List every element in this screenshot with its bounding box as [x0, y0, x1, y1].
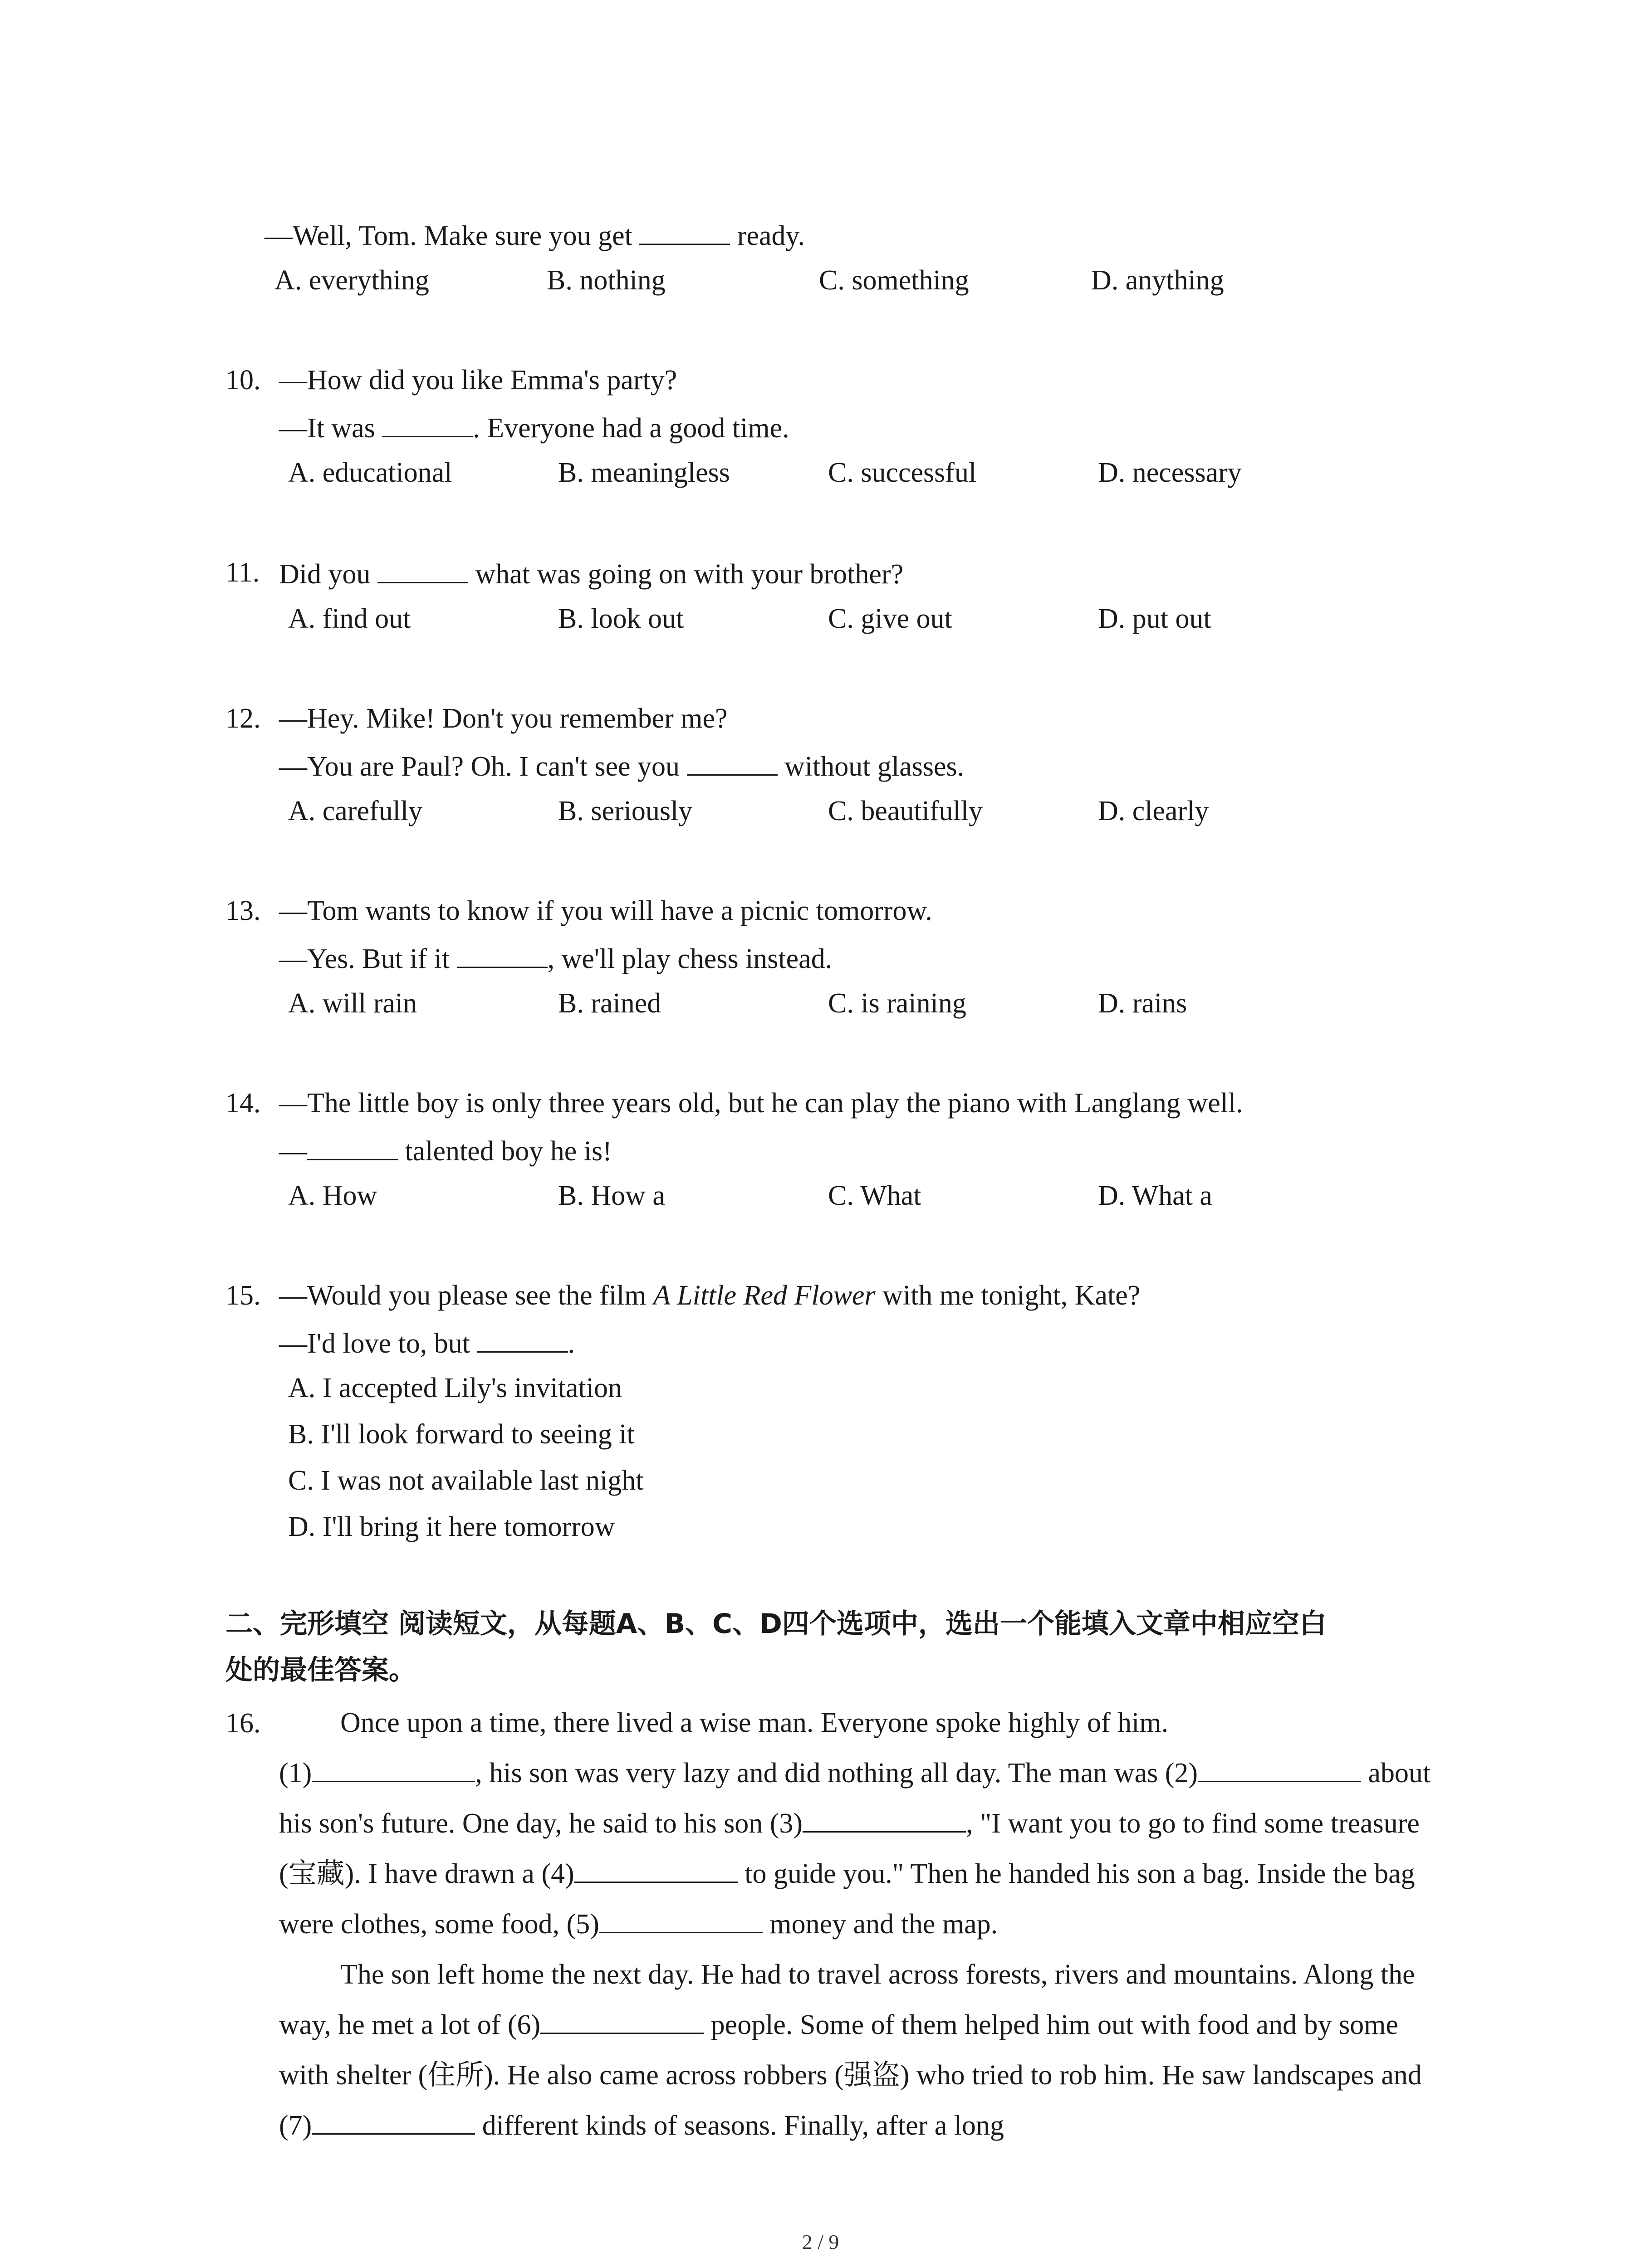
section-heading-line2: 处的最佳答案。 — [225, 1654, 416, 1686]
q13-number: 13. — [225, 895, 261, 926]
q9-option-c: C. something — [819, 265, 969, 296]
q15-option-d: D. I'll bring it here tomorrow — [288, 1511, 615, 1542]
q15-blank — [477, 1328, 568, 1353]
q11-option-a: A. find out — [288, 603, 411, 634]
passage-paragraph-2 — [279, 1950, 1440, 2151]
blank-5 — [599, 1908, 763, 1933]
passage-text: about his son's future. One day, he said to his son — [279, 1758, 1431, 1839]
q12-line1: —Hey. Mike! Don't you remember me? — [279, 703, 728, 734]
q14-text-end: talented boy he is! — [398, 1136, 612, 1167]
blank-4 — [574, 1858, 738, 1883]
q11-option-d: D. put out — [1098, 603, 1211, 634]
q13-option-b: B. rained — [558, 988, 661, 1019]
q10-text-end: . Everyone had a good time. — [473, 413, 789, 444]
blank-number-1: (1) — [279, 1758, 312, 1789]
q12-option-b: B. seriously — [558, 796, 693, 826]
passage-text: to guide you." Then he handed his son a bag. Inside the bag were clothes, some food, — [279, 1858, 1415, 1940]
q14-number: 14. — [225, 1088, 261, 1119]
passage-paragraph-1 — [279, 1698, 1440, 1950]
blank-number-6: (6) — [507, 2009, 541, 2040]
q14-option-a: A. How — [288, 1180, 377, 1211]
q15-number: 15. — [225, 1280, 261, 1311]
q16-number: 16. — [225, 1708, 261, 1739]
q9-text-end: ready. — [730, 220, 805, 251]
q14-line1: —The little boy is only three years old, but he can play the piano with Langlang well. — [279, 1088, 1243, 1119]
passage-text: different kinds of seasons. Finally, after a long — [475, 2110, 1004, 2141]
q15-option-c: C. I was not available last night — [288, 1465, 644, 1496]
q13-option-c: C. is raining — [828, 988, 966, 1019]
q12-option-a: A. carefully — [288, 796, 423, 826]
q15-text-end: . — [568, 1328, 575, 1359]
q11-line1 — [279, 558, 903, 588]
q15-line1 — [279, 1281, 1140, 1310]
blank-number-5: (5) — [566, 1909, 599, 1940]
blank-number-7: (7) — [279, 2110, 312, 2141]
q14-option-b: B. How a — [558, 1180, 665, 1211]
q15-option-a: A. I accepted Lily's invitation — [288, 1373, 622, 1403]
q15-line2 — [279, 1328, 575, 1358]
q13-blank — [457, 943, 548, 968]
q11-option-b: B. look out — [558, 603, 684, 634]
q12-text: —You are Paul? Oh. I can't see you — [279, 751, 687, 782]
q10-option-a: A. educational — [288, 457, 452, 488]
q9-option-a: A. everything — [274, 265, 429, 296]
q15-option-b: B. I'll look forward to seeing it — [288, 1419, 635, 1450]
passage-text: , "I want you to go to find some treasure (宝藏). I have drawn a — [279, 1808, 1420, 1889]
blank-3 — [803, 1808, 966, 1833]
q14-line2 — [279, 1135, 612, 1165]
q13-option-a: A. will rain — [288, 988, 417, 1019]
q10-line2 — [279, 412, 789, 442]
q11-text: Did you — [279, 559, 377, 590]
q11-blank — [377, 558, 468, 583]
q13-line1: —Tom wants to know if you will have a picnic tomorrow. — [279, 895, 932, 926]
blank-number-3: (3) — [769, 1808, 803, 1839]
q9-text: —Well, Tom. Make sure you get — [265, 220, 640, 251]
q12-number: 12. — [225, 703, 261, 734]
q9-line2 — [265, 220, 805, 250]
q12-text-end: without glasses. — [777, 751, 965, 782]
passage-text: Once upon a time, there lived a wise man. Everyone spoke highly of him. — [340, 1707, 1169, 1738]
passage-text: money and the map. — [762, 1909, 998, 1940]
page-number: 2 / 9 — [802, 2230, 839, 2253]
q11-text-end: what was going on with your brother? — [468, 559, 904, 590]
q10-blank — [382, 412, 473, 437]
blank-6 — [540, 2009, 704, 2034]
cloze-passage — [279, 1698, 1440, 2151]
blank-number-2: (2) — [1165, 1758, 1198, 1789]
q14-option-d: D. What a — [1098, 1180, 1212, 1211]
blank-number-4: (4) — [541, 1858, 574, 1889]
q10-number: 10. — [225, 365, 261, 396]
q14-blank — [307, 1135, 398, 1160]
q9-blank — [639, 220, 730, 245]
q15-film-title: A Little Red Flower — [653, 1280, 876, 1311]
q15-text: —I'd love to, but — [279, 1328, 477, 1359]
passage-text: people. Some of them helped him out with food and by some with shelter (住所). He also came across robbers (强盗) who tried to rob him. He saw landscapes and — [279, 2009, 1422, 2091]
q9-option-b: B. nothing — [547, 265, 666, 296]
q14-option-c: C. What — [828, 1180, 921, 1211]
blank-2 — [1198, 1757, 1361, 1782]
passage-text: The son left home the next day. He had to travel across forests, rivers and mountains. Along the way, he met a lot of — [279, 1959, 1415, 2040]
q10-option-b: B. meaningless — [558, 457, 730, 488]
q11-number: 11. — [225, 557, 260, 588]
q12-blank — [687, 751, 778, 776]
q12-line2 — [279, 751, 964, 781]
q13-line2 — [279, 943, 832, 973]
q15-text: —Would you please see the film — [279, 1280, 653, 1311]
q10-text: —It was — [279, 413, 382, 444]
q10-option-d: D. necessary — [1098, 457, 1242, 488]
q15-text-end: with me tonight, Kate? — [875, 1280, 1141, 1311]
q13-option-d: D. rains — [1098, 988, 1187, 1019]
q9-option-d: D. anything — [1091, 265, 1224, 296]
q14-text: — — [279, 1136, 307, 1167]
q11-option-c: C. give out — [828, 603, 952, 634]
q10-option-c: C. successful — [828, 457, 977, 488]
q12-option-c: C. beautifully — [828, 796, 983, 826]
blank-1 — [312, 1757, 475, 1782]
q13-text-end: , we'll play chess instead. — [547, 943, 833, 974]
q13-text: —Yes. But if it — [279, 943, 457, 974]
blank-7 — [312, 2110, 475, 2135]
q12-option-d: D. clearly — [1098, 796, 1209, 826]
section-heading-line1: 二、完形填空 阅读短文，从每题A、B、C、D四个选项中，选出一个能填入文章中相应空白 — [225, 1608, 1327, 1640]
passage-text: , his son was very lazy and did nothing all day. The man was — [475, 1758, 1165, 1789]
q10-line1: —How did you like Emma's party? — [279, 365, 677, 396]
